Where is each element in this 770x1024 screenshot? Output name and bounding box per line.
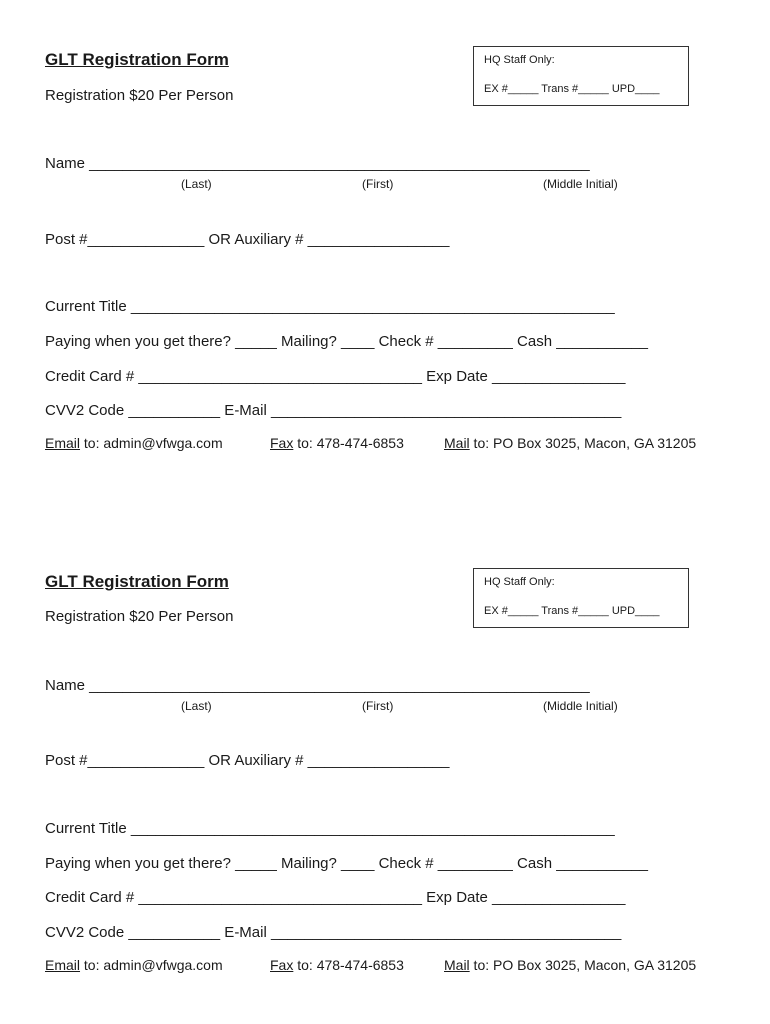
fax-line (270, 957, 404, 973)
hq-staff-fields: EX #_____ Trans #_____ UPD____ (484, 83, 660, 95)
mail-line (444, 957, 696, 973)
fax-value: to: 478-474-6853 (293, 435, 404, 451)
email-value[interactable]: to: admin@vfwga.com (80, 957, 223, 973)
payment-method-field[interactable]: Paying when you get there? _____ Mailing? ____ Check # _________ Cash ___________ (45, 333, 648, 350)
current-title-field[interactable]: Current Title __________________________________________________________ (45, 298, 615, 315)
mail-line (444, 435, 696, 451)
email-label: Email (45, 957, 81, 973)
form-title: GLT Registration Form (45, 572, 229, 591)
registration-form-1 (0, 0, 770, 480)
post-auxiliary-field[interactable]: Post #______________ OR Auxiliary # _________________ (45, 231, 450, 248)
mail-label: Mail (444, 435, 470, 451)
fax-value: to: 478-474-6853 (293, 957, 404, 973)
hq-staff-heading: HQ Staff Only: (484, 54, 555, 66)
payment-method-field[interactable]: Paying when you get there? _____ Mailing? ____ Check # _________ Cash ___________ (45, 855, 648, 872)
registration-form-2 (0, 522, 770, 1002)
hq-staff-heading: HQ Staff Only: (484, 576, 555, 588)
cvv-email-field[interactable]: CVV2 Code ___________ E-Mail __________________________________________ (45, 924, 622, 941)
cvv-email-field[interactable]: CVV2 Code ___________ E-Mail __________________________________________ (45, 402, 622, 419)
credit-card-field[interactable]: Credit Card # __________________________________ Exp Date ________________ (45, 889, 626, 906)
hq-staff-fields: EX #_____ Trans #_____ UPD____ (484, 605, 660, 617)
label-first: (First) (362, 699, 394, 713)
fax-label: Fax (270, 435, 294, 451)
fax-label: Fax (270, 957, 294, 973)
form-subtitle: Registration $20 Per Person (45, 87, 234, 104)
mail-label: Mail (444, 957, 470, 973)
credit-card-field[interactable]: Credit Card # __________________________________ Exp Date ________________ (45, 368, 626, 385)
fax-line (270, 435, 404, 451)
post-auxiliary-field[interactable]: Post #______________ OR Auxiliary # _________________ (45, 752, 450, 769)
label-last: (Last) (181, 177, 212, 191)
contact-line (45, 435, 223, 451)
mail-value: to: PO Box 3025, Macon, GA 31205 (469, 435, 697, 451)
name-field[interactable]: Name ____________________________________________________________ (45, 677, 590, 694)
email-label: Email (45, 435, 81, 451)
contact-line (45, 957, 223, 973)
hq-staff-box (473, 568, 689, 628)
form-subtitle: Registration $20 Per Person (45, 608, 234, 625)
email-value[interactable]: to: admin@vfwga.com (80, 435, 223, 451)
label-middle-initial: (Middle Initial) (543, 177, 618, 191)
mail-value: to: PO Box 3025, Macon, GA 31205 (469, 957, 697, 973)
label-first: (First) (362, 177, 394, 191)
name-field[interactable]: Name ____________________________________________________________ (45, 155, 590, 172)
label-last: (Last) (181, 699, 212, 713)
label-middle-initial: (Middle Initial) (543, 699, 618, 713)
hq-staff-box (473, 46, 689, 106)
form-title: GLT Registration Form (45, 50, 229, 69)
current-title-field[interactable]: Current Title __________________________________________________________ (45, 820, 615, 837)
